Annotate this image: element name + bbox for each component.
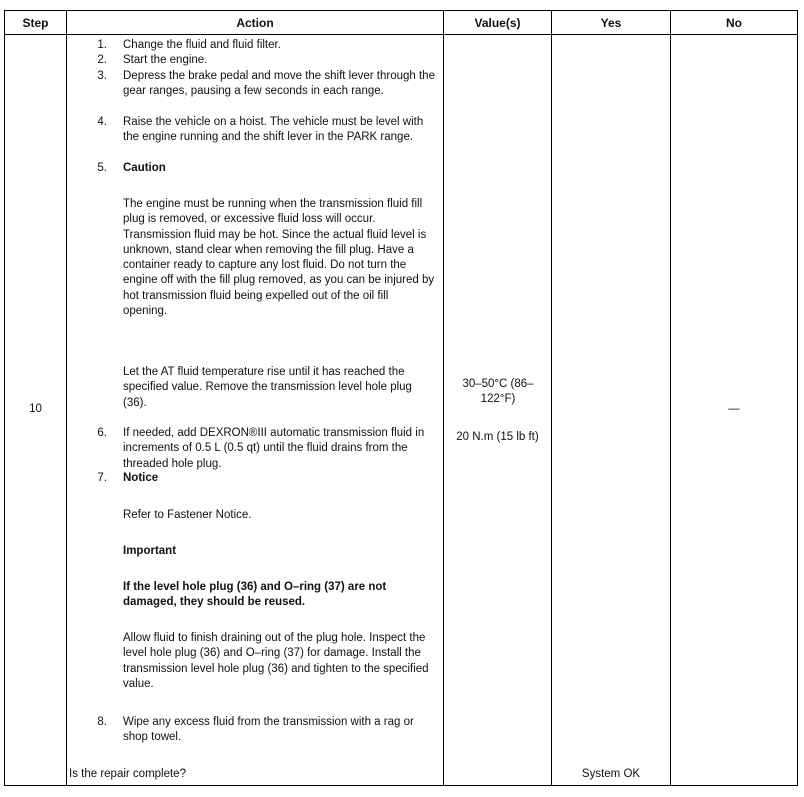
action-step-3: Depress the brake pedal and move the shift lever through the gear ranges, pausing a few seconds in each range. [123,70,435,98]
list-number: 8. [97,716,107,728]
no-result: — [728,403,740,415]
header-step: Step [22,16,49,30]
col-divider [66,11,67,785]
list-number: 7. [97,472,107,484]
procedure-table [4,10,798,786]
header-no: No [726,16,742,30]
header-values: Value(s) [474,16,521,30]
action-step-7-instruction: Allow fluid to finish draining out of the plug hole. Inspect the level hole plug (36) and O–ring (37) for damage. Install the transmission level hole plug (36) and tighten to the specified value. [123,632,429,690]
action-step-1: Change the fluid and fluid filter. [123,39,281,51]
action-step-2: Start the engine. [123,54,208,66]
action-step-6: If needed, add DEXRON®III automatic transmission fluid in increments of 0.5 L (0.5 qt) until the fluid drains from the threaded hole plug. [123,427,425,470]
col-divider [670,11,671,785]
yes-result: System OK [581,768,641,780]
col-divider [443,11,444,785]
list-number: 5. [97,162,107,174]
notice-heading: Notice [123,472,159,484]
list-number: 1. [97,39,107,51]
action-step-5-instruction: Let the AT fluid temperature rise until it has reached the specified value. Remove the transmission level hole plug (36). [123,366,412,409]
list-number: 4. [97,116,107,128]
important-heading: Important [123,545,177,557]
col-divider [551,11,552,785]
important-text: If the level hole plug (36) and O–ring (37) are not damaged, they should be reused. [123,581,387,609]
step-number: 10 [29,403,42,415]
question-text: Is the repair complete? [69,768,186,780]
notice-text: Refer to Fastener Notice. [123,509,252,521]
caution-text: The engine must be running when the transmission fluid fill plug is removed, or excessive fluid loss will occur. Transmission fluid may be hot. Since the actual fluid level is unknown, stand clear when removing the fill plug. Have a container ready to capture any lost fluid. Do not turn the engine off with the fill plug removed, as you can be injured by hot transmission fluid being expelled out of the oil fill opening. [123,198,435,318]
header-yes: Yes [600,16,622,30]
list-number: 2. [97,54,107,66]
value-temperature: 30–50°C (86–122°F) [462,378,534,406]
value-torque: 20 N.m (15 lb ft) [456,431,539,443]
header-action: Action [236,16,274,30]
caution-heading: Caution [123,162,166,174]
action-step-8: Wipe any excess fluid from the transmission with a rag or shop towel. [123,716,414,744]
list-number: 6. [97,427,107,439]
action-step-4: Raise the vehicle on a hoist. The vehicle must be level with the engine running and the shift lever in the PARK range. [123,116,424,144]
list-number: 3. [97,70,107,82]
